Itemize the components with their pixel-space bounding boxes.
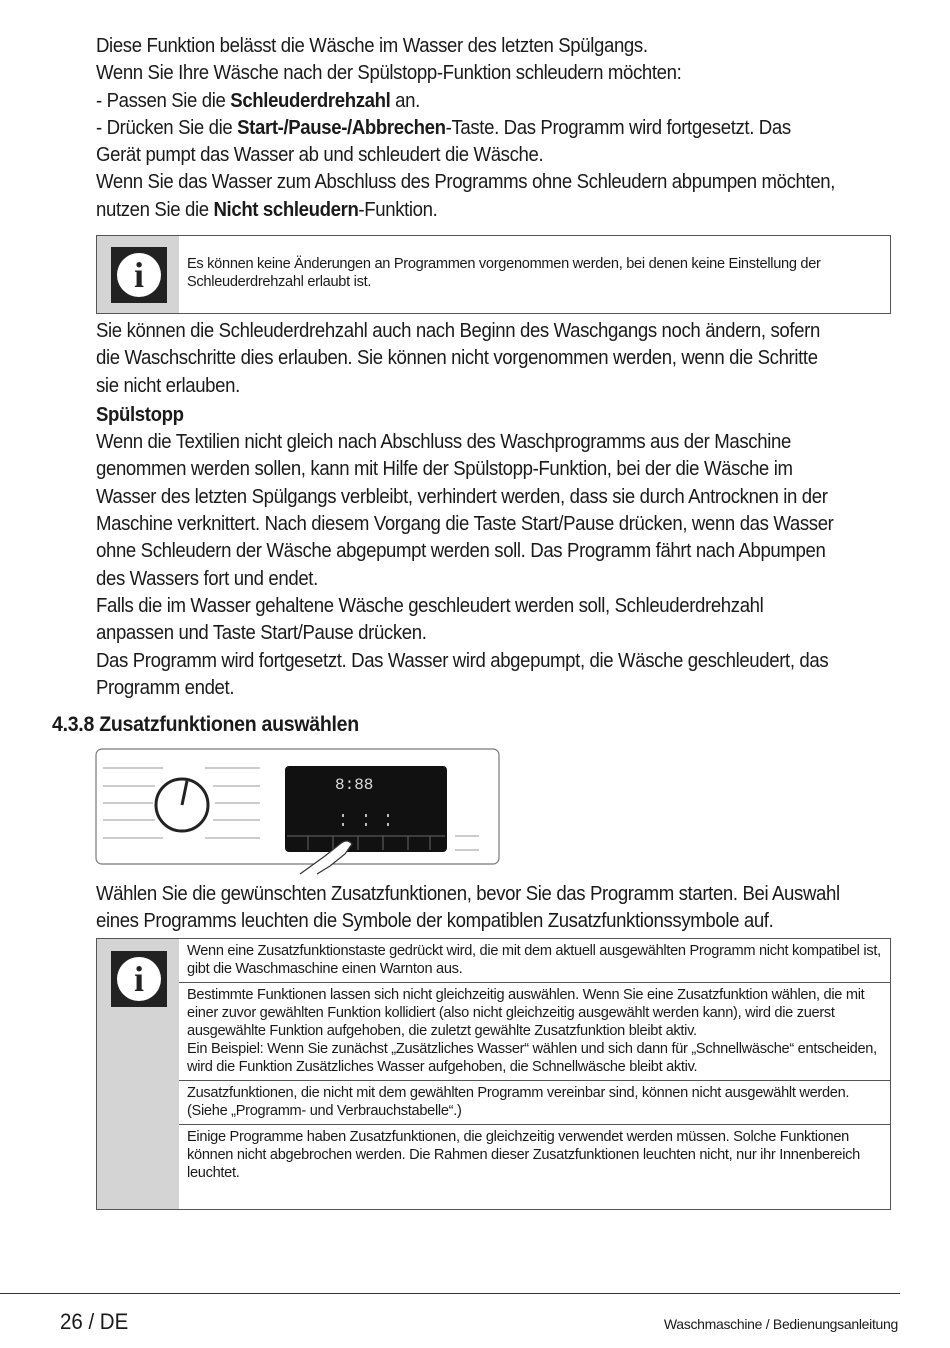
control-panel-illustration <box>95 748 501 875</box>
intro-step-1 <box>96 88 840 115</box>
section-heading: 4.3.8 Zusatzfunktionen auswählen <box>52 713 359 736</box>
step-1-pre: - Passen Sie die <box>96 89 231 112</box>
spin-section <box>96 318 840 702</box>
step-1-bold: Schleuderdrehzahl <box>230 89 391 112</box>
spuelstopp-para-1: Wenn die Textilien nicht gleich nach Abschluss des Waschprogramms aus der Maschine genommen werden sollen, kann mit Hilfe der Spülstopp-Funktion, bei der die Wäsche im Wasser des letzten Spülgangs verbleibt, verhindert werden, dass sie durch Antrocknen in der Maschine verknittert. Nach diesem Vorgang die Taste Start/Pause drücken, wenn das Wasser ohne Schleudern der Wäsche abgepumpt werden soll. Das Programm fährt nach Abpumpen des Wassers fort und endet. <box>96 431 834 590</box>
select-text-block <box>96 881 840 936</box>
info-note-1: Wenn eine Zusatzfunktionstaste gedrückt wird, die mit dem aktuell ausgewählten Programm nicht kompatibel ist, gibt die Waschmaschine einen Warnton aus. <box>187 943 881 977</box>
intro-line-1: Diese Funktion belässt die Wäsche im Wasser des letzten Spülgangs. <box>96 35 648 57</box>
page-number: 26 / DE <box>60 1309 129 1334</box>
info-note: Es können keine Änderungen an Programmen vorgenommen werden, bei denen keine Einstellung der Schleuderdrehzahl erlaubt ist. <box>187 256 821 290</box>
spuelstopp-para-2: Falls die im Wasser gehaltene Wäsche geschleudert werden soll, Schleuderdrehzahl anpassen und Taste Start/Pause drücken. <box>96 594 764 645</box>
info-icon: i <box>111 247 167 303</box>
info-box-1 <box>96 235 891 314</box>
display-readout: 8:88 <box>335 776 374 794</box>
info-icon-column <box>97 236 179 313</box>
intro-step-2 <box>96 115 840 170</box>
footer-title: Waschmaschine / Bedienungsanleitung <box>663 1316 898 1332</box>
info-note-2a: Bestimmte Funktionen lassen sich nicht gleichzeitig auswählen. Wenn Sie eine Zusatzfunktion wählen, die mit einer zuvor gewählten Funktion kollidiert (also nicht gleichzeitig ausgewählt werden kann), wird die zuerst ausgewählte Funktion aufgehoben, die zuletzt gewählte Zusatzfunktion bleibt aktiv. <box>187 987 865 1039</box>
drain-post: -Funktion. <box>358 198 438 221</box>
info-icon-column <box>97 939 179 1209</box>
footer-divider <box>0 1293 900 1294</box>
info-note-2b: Ein Beispiel: Wenn Sie zunächst „Zusätzliches Wasser“ wählen und sich dann für „Schnellwäsche“ entscheiden, wird die Funktion Zusätzliches Wasser aufgehoben, die Schnellwäsche bleibt aktiv. <box>187 1041 877 1075</box>
spuelstopp-title: Spülstopp <box>96 403 184 426</box>
info-icon: i <box>111 951 167 1007</box>
info-note-2 <box>179 982 890 1080</box>
drain-bold: Nicht schleudern <box>213 198 359 221</box>
step-2-post: -Taste. Das Programm wird fortgesetzt. Das Gerät pumpt das Wasser ab und schleudert die Wäsche. <box>96 116 791 167</box>
drain-pre: Wenn Sie das Wasser zum Abschluss des Programms ohne Schleudern abpumpen möchten, nutzen Sie die <box>96 171 836 221</box>
info-note-4: Einige Programme haben Zusatzfunktionen, die gleichzeitig verwendet werden müssen. Solche Funktionen können nicht abgebrochen werden. Die Rahmen dieser Zusatzfunktionen leuchten nicht, nur ihr Innenbereich leuchtet. <box>179 1124 890 1186</box>
step-1-post: an. <box>390 89 420 112</box>
intro-line-2: Wenn Sie Ihre Wäsche nach der Spülstopp-Funktion schleudern möchten: <box>96 62 682 85</box>
step-2-pre: - Drücken Sie die <box>96 116 238 139</box>
intro-drain <box>96 169 840 224</box>
info-box-2 <box>96 938 891 1210</box>
spuelstopp-para-3: Das Programm wird fortgesetzt. Das Wasser wird abgepumpt, die Wäsche geschleudert, das Programm endet. <box>96 649 829 699</box>
spin-change-text: Sie können die Schleuderdrehzahl auch nach Beginn des Waschgangs noch ändern, sofern die Waschschritte dies erlauben. Sie können nicht vorgenommen werden, wenn die Schritte sie nicht erlauben. <box>96 320 820 397</box>
info-note-3: Zusatzfunktionen, die nicht mit dem gewählten Programm vereinbar sind, können nicht ausgewählt werden. (Siehe „Programm- und Verbrauchstabelle“.) <box>179 1080 890 1124</box>
step-2-bold: Start-/Pause-/Abbrechen <box>237 116 446 139</box>
select-text: Wählen Sie die gewünschten Zusatzfunktionen, bevor Sie das Programm starten. Bei Auswahl eines Programms leuchten die Symbole der kompatiblen Zusatzfunktionssymbole auf. <box>96 883 840 933</box>
intro-text <box>96 33 840 224</box>
